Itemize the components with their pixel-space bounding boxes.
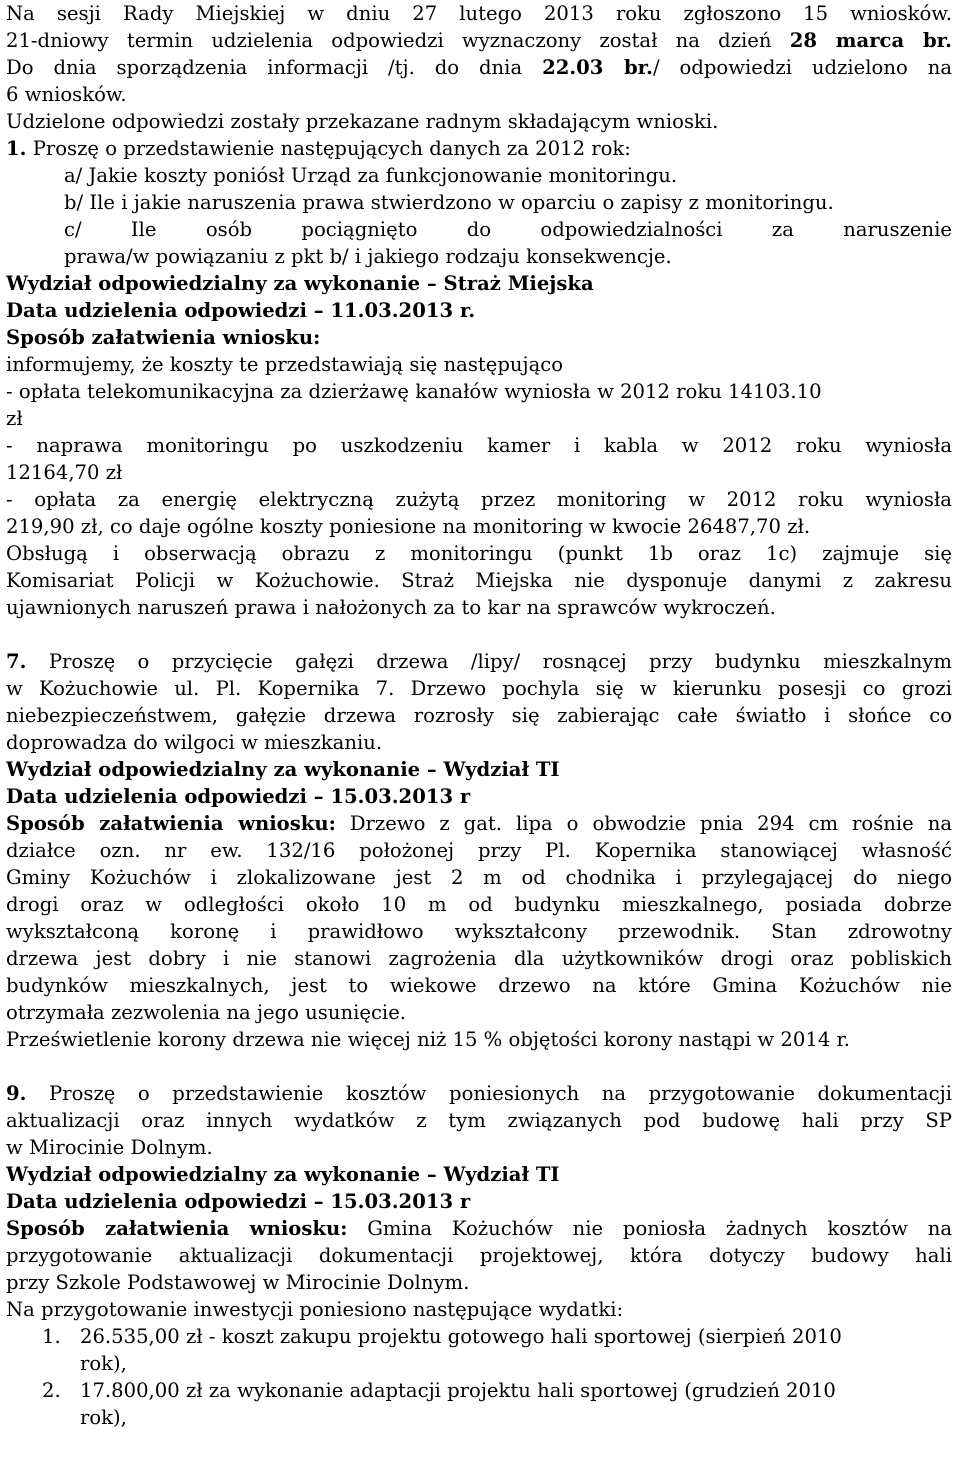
- request-number: 9.: [6, 1082, 27, 1105]
- resolution-text: - opłata telekomunikacyjna za dzierżawę kanałów wyniosła w 2012 roku 14103.10: [6, 380, 822, 403]
- response-date: Data udzielenia odpowiedzi – 15.03.2013 r: [6, 785, 471, 808]
- resolution-text: budynków mieszkalnych, jest to wiekowe drzewo na które Gmina Kożuchów nie: [6, 974, 952, 997]
- resolution-text: wykształconą koronę i prawidłowo wykształcony przewodnik. Stan zdrowotny: [6, 920, 952, 943]
- report-date: 22.03 br.: [542, 56, 654, 79]
- expense-text: 26.535,00 zł - koszt zakupu projektu gotowego hali sportowej (sierpień 2010: [80, 1325, 842, 1348]
- resolution-text: - opłata za energię elektryczną zużytą przez monitoring w 2012 roku wyniosła: [6, 488, 952, 511]
- request-text: doprowadza do wilgoci w mieszkaniu.: [6, 731, 383, 754]
- intro-text: / odpowiedzi udzielono na: [653, 56, 952, 79]
- resolution-text: - naprawa monitoringu po uszkodzeniu kamer i kabla w 2012 roku wyniosła: [6, 434, 952, 457]
- resolution-label: Sposób załatwienia wniosku:: [6, 812, 336, 835]
- request-text: w Kożuchowie ul. Pl. Kopernika 7. Drzewo pochyla się w kierunku posesji co grozi: [6, 677, 952, 700]
- request-title: [6, 1080, 952, 1107]
- resolution-line: [6, 1215, 952, 1242]
- request-title: [6, 648, 952, 675]
- request-subitem: prawa/w powiązaniu z pkt b/ i jakiego rodzaju konsekwencje.: [64, 245, 672, 268]
- request-number: 1.: [6, 137, 27, 160]
- intro-text: 21-dniowy termin udzielenia odpowiedzi wyznaczony został na dzień: [6, 29, 790, 52]
- resolution-text: działce ozn. nr ew. 132/16 położonej przy Pl. Kopernika stanowiącej własność: [6, 839, 952, 862]
- responsible-department: Wydział odpowiedzialny za wykonanie – Wydział TI: [6, 1163, 560, 1186]
- expense-number: 1.: [42, 1325, 61, 1348]
- request-text: w Mirocinie Dolnym.: [6, 1136, 213, 1159]
- request-subitem: b/ Ile i jakie naruszenia prawa stwierdzono w oparciu o zapisy z monitoringu.: [64, 191, 834, 214]
- resolution-text: Na przygotowanie inwestycji poniesiono następujące wydatki:: [6, 1298, 624, 1321]
- response-date: Data udzielenia odpowiedzi – 15.03.2013 r: [6, 1190, 471, 1213]
- intro-line: 6 wniosków.: [6, 83, 127, 106]
- resolution-text: przy Szkole Podstawowej w Mirocinie Dolnym.: [6, 1271, 470, 1294]
- spacer: [6, 1053, 952, 1080]
- expense-list: [6, 1323, 952, 1431]
- intro-section: [6, 0, 952, 135]
- expense-item-cont: rok),: [80, 1406, 127, 1429]
- response-date: Data udzielenia odpowiedzi – 11.03.2013 r.: [6, 299, 476, 322]
- request-text: Proszę o przedstawienie kosztów poniesionych na przygotowanie dokumentacji: [26, 1082, 952, 1105]
- resolution-text: drzewa jest dobry i nie stanowi zagrożenia dla użytkowników drogi oraz pobliskich: [6, 947, 952, 970]
- resolution-text: otrzymała zezwolenia na jego usunięcie.: [6, 1001, 407, 1024]
- resolution-text: 12164,70 zł: [6, 461, 123, 484]
- resolution-label: Sposób załatwienia wniosku:: [6, 326, 321, 349]
- intro-line: Udzielone odpowiedzi zostały przekazane radnym składającym wnioski.: [6, 110, 719, 133]
- resolution-text: 219,90 zł, co daje ogólne koszty poniesione na monitoring w kwocie 26487,70 zł.: [6, 515, 811, 538]
- intro-line: [6, 27, 952, 54]
- deadline-date: 28 marca br.: [789, 29, 952, 52]
- expense-number: 2.: [42, 1379, 61, 1402]
- responsible-department: Wydział odpowiedzialny za wykonanie – Wydział TI: [6, 758, 560, 781]
- request-text: niebezpieczeństwem, gałęzie drzewa rozrosły się zabierając całe światło i słońce co: [6, 704, 952, 727]
- resolution-text: Obsługą i obserwacją obrazu z monitoringu (punkt 1b oraz 1c) zajmuje się: [6, 542, 952, 565]
- intro-line: Na sesji Rady Miejskiej w dniu 27 lutego 2013 roku zgłoszono 15 wniosków.: [6, 2, 952, 25]
- resolution-text: Komisariat Policji w Kożuchowie. Straż Miejska nie dysponuje danymi z zakresu: [6, 569, 952, 592]
- resolution-label: Sposób załatwienia wniosku:: [6, 1217, 348, 1240]
- resolution-line: [6, 810, 952, 837]
- resolution-text: przygotowanie aktualizacji dokumentacji projektowej, która dotyczy budowy hali: [6, 1244, 952, 1267]
- request-text: Proszę o przedstawienie następujących danych za 2012 rok:: [26, 137, 631, 160]
- resolution-text: drogi oraz w odległości około 10 m od budynku mieszkalnego, posiada dobrze: [6, 893, 952, 916]
- request-number: 7.: [6, 650, 27, 673]
- resolution-text: Gmina Kożuchów nie poniosła żadnych kosztów na: [347, 1217, 952, 1240]
- request-title: [6, 135, 952, 162]
- request-section-1: [6, 135, 952, 621]
- intro-line: [6, 54, 952, 81]
- resolution-text: Drzewo z gat. lipa o obwodzie pnia 294 cm rośnie na: [335, 812, 952, 835]
- resolution-text: Prześwietlenie korony drzewa nie więcej niż 15 % objętości korony nastąpi w 2014 r.: [6, 1028, 850, 1051]
- resolution-text: Gminy Kożuchów i zlokalizowane jest 2 m od chodnika i przylegającej do niego: [6, 866, 952, 889]
- responsible-department: Wydział odpowiedzialny za wykonanie – Straż Miejska: [6, 272, 594, 295]
- expense-item: [6, 1323, 952, 1350]
- request-section-7: [6, 648, 952, 1053]
- request-text: Proszę o przycięcie gałęzi drzewa /lipy/ rosnącej przy budynku mieszkalnym: [26, 650, 952, 673]
- spacer: [6, 621, 952, 648]
- request-subitem: c/ Ile osób pociągnięto do odpowiedzialności za naruszenie: [64, 218, 952, 241]
- expense-item: [6, 1377, 952, 1404]
- request-subitem: a/ Jakie koszty poniósł Urząd za funkcjonowanie monitoringu.: [64, 164, 678, 187]
- resolution-text: ujawnionych naruszeń prawa i nałożonych za to kar na sprawców wykroczeń.: [6, 596, 776, 619]
- request-text: aktualizacji oraz innych wydatków z tym związanych pod budowę hali przy SP: [6, 1109, 952, 1132]
- request-section-9: [6, 1080, 952, 1431]
- intro-text: Do dnia sporządzenia informacji /tj. do dnia: [6, 56, 543, 79]
- resolution-text: informujemy, że koszty te przedstawiają się następująco: [6, 353, 564, 376]
- expense-item-cont: rok),: [80, 1352, 127, 1375]
- resolution-text: zł: [6, 407, 23, 430]
- expense-text: 17.800,00 zł za wykonanie adaptacji projektu hali sportowej (grudzień 2010: [80, 1379, 836, 1402]
